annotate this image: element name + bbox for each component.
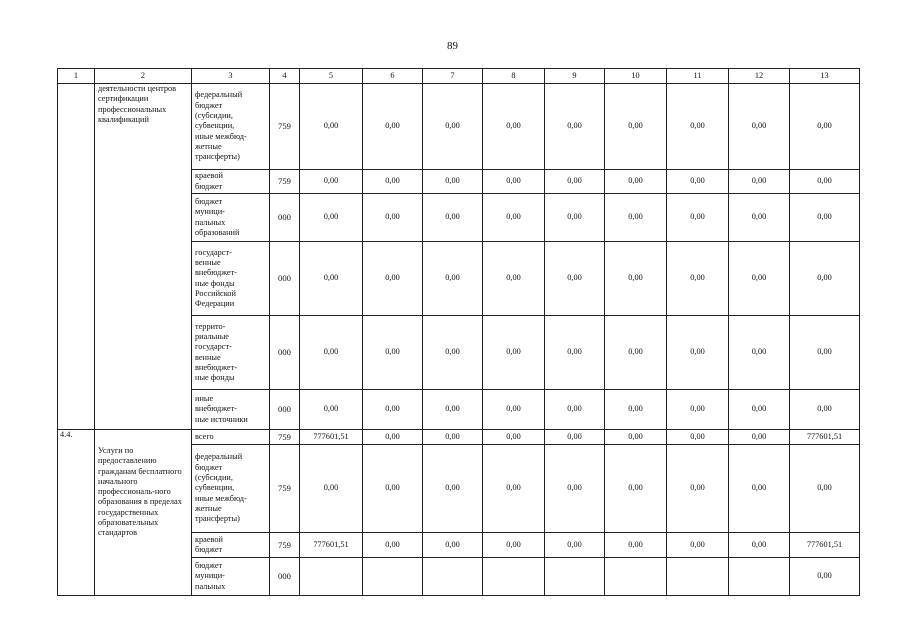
amount-cell: 0,00	[423, 430, 483, 445]
amount-cell	[605, 558, 667, 596]
amount-cell: 0,00	[667, 170, 729, 194]
column-number: 7	[423, 69, 483, 84]
amount-cell: 0,00	[363, 390, 423, 430]
amount-cell: 0,00	[667, 84, 729, 170]
column-number: 9	[545, 69, 605, 84]
amount-cell: 0,00	[667, 194, 729, 242]
amount-cell: 0,00	[790, 242, 860, 316]
amount-cell: 0,00	[667, 242, 729, 316]
funding-source: краевой бюджет	[192, 170, 270, 194]
amount-cell: 777601,51	[300, 533, 363, 558]
amount-cell: 0,00	[790, 170, 860, 194]
amount-cell: 0,00	[545, 533, 605, 558]
funding-source: федеральный бюджет (субсидии, субвенции, иные межбюд- жетные трансферты)	[192, 84, 270, 170]
amount-cell: 0,00	[605, 430, 667, 445]
amount-cell: 0,00	[545, 194, 605, 242]
funding-source: бюджет муници- пальных образований	[192, 194, 270, 242]
amount-cell: 0,00	[790, 390, 860, 430]
amount-cell: 0,00	[790, 445, 860, 533]
budget-table	[57, 68, 860, 596]
column-number: 13	[790, 69, 860, 84]
amount-cell: 0,00	[667, 390, 729, 430]
row-index	[58, 84, 95, 430]
column-number: 2	[95, 69, 192, 84]
amount-cell: 0,00	[605, 390, 667, 430]
amount-cell: 0,00	[729, 316, 790, 390]
amount-cell	[667, 558, 729, 596]
amount-cell: 0,00	[605, 533, 667, 558]
amount-cell: 0,00	[363, 445, 423, 533]
amount-cell: 0,00	[605, 242, 667, 316]
amount-cell: 0,00	[423, 390, 483, 430]
amount-cell: 0,00	[300, 170, 363, 194]
amount-cell: 0,00	[483, 390, 545, 430]
amount-cell: 0,00	[423, 170, 483, 194]
column-number: 4	[270, 69, 300, 84]
amount-cell: 0,00	[300, 84, 363, 170]
funding-source: государст- венные внебюджет- ные фонды Российской Федерации	[192, 242, 270, 316]
amount-cell: 0,00	[300, 194, 363, 242]
amount-cell	[729, 558, 790, 596]
column-number: 5	[300, 69, 363, 84]
amount-cell: 0,00	[483, 316, 545, 390]
amount-cell: 0,00	[483, 533, 545, 558]
amount-cell	[423, 558, 483, 596]
amount-cell: 0,00	[300, 316, 363, 390]
amount-cell: 0,00	[605, 194, 667, 242]
budget-code: 000	[270, 194, 300, 242]
amount-cell: 0,00	[483, 170, 545, 194]
budget-code: 759	[270, 84, 300, 170]
table-row	[58, 84, 860, 170]
amount-cell: 0,00	[545, 390, 605, 430]
amount-cell: 0,00	[790, 558, 860, 596]
amount-cell: 0,00	[300, 390, 363, 430]
amount-cell: 0,00	[363, 170, 423, 194]
amount-cell: 0,00	[667, 533, 729, 558]
amount-cell: 0,00	[363, 194, 423, 242]
amount-cell: 0,00	[363, 316, 423, 390]
column-number: 12	[729, 69, 790, 84]
column-number-row	[58, 69, 860, 84]
amount-cell: 0,00	[605, 170, 667, 194]
amount-cell: 0,00	[363, 430, 423, 445]
amount-cell: 0,00	[483, 194, 545, 242]
row-index: 4.4.	[58, 430, 95, 596]
amount-cell: 0,00	[605, 84, 667, 170]
amount-cell: 0,00	[423, 242, 483, 316]
amount-cell: 0,00	[667, 430, 729, 445]
amount-cell: 0,00	[423, 316, 483, 390]
amount-cell: 0,00	[483, 445, 545, 533]
amount-cell: 0,00	[423, 84, 483, 170]
funding-source: федеральный бюджет (субсидии, субвенции, иные межбюд- жетные трансферты)	[192, 445, 270, 533]
amount-cell: 0,00	[667, 316, 729, 390]
amount-cell: 777601,51	[790, 430, 860, 445]
amount-cell: 0,00	[483, 430, 545, 445]
amount-cell: 0,00	[363, 84, 423, 170]
amount-cell: 777601,51	[300, 430, 363, 445]
budget-code: 759	[270, 430, 300, 445]
program-name: Услуги по предоставлению гражданам бесплатного начального профессиональ-ного образования в пределах государственных образовательных стандартов	[95, 430, 192, 596]
amount-cell: 0,00	[545, 84, 605, 170]
amount-cell: 0,00	[729, 242, 790, 316]
budget-code: 759	[270, 445, 300, 533]
amount-cell: 0,00	[729, 533, 790, 558]
budget-code: 759	[270, 170, 300, 194]
program-name: деятельности центров сертификации профессиональных квалификаций	[95, 84, 192, 430]
amount-cell: 0,00	[423, 445, 483, 533]
column-number: 11	[667, 69, 729, 84]
amount-cell: 0,00	[545, 242, 605, 316]
amount-cell: 777601,51	[790, 533, 860, 558]
amount-cell: 0,00	[729, 390, 790, 430]
amount-cell: 0,00	[483, 242, 545, 316]
amount-cell: 0,00	[363, 533, 423, 558]
amount-cell: 0,00	[300, 445, 363, 533]
amount-cell	[363, 558, 423, 596]
amount-cell: 0,00	[483, 84, 545, 170]
budget-code: 000	[270, 558, 300, 596]
budget-code: 000	[270, 390, 300, 430]
column-number: 6	[363, 69, 423, 84]
amount-cell: 0,00	[545, 430, 605, 445]
amount-cell: 0,00	[605, 316, 667, 390]
amount-cell: 0,00	[545, 445, 605, 533]
amount-cell: 0,00	[545, 170, 605, 194]
amount-cell: 0,00	[729, 430, 790, 445]
column-number: 10	[605, 69, 667, 84]
amount-cell: 0,00	[605, 445, 667, 533]
table-row	[58, 430, 860, 445]
page-number: 89	[447, 40, 458, 52]
funding-source: иные внебюджет- ные источники	[192, 390, 270, 430]
budget-code: 000	[270, 316, 300, 390]
amount-cell: 0,00	[729, 445, 790, 533]
amount-cell: 0,00	[423, 533, 483, 558]
funding-source: террито- риальные государст- венные внебюджет- ные фонды	[192, 316, 270, 390]
amount-cell: 0,00	[790, 316, 860, 390]
amount-cell: 0,00	[423, 194, 483, 242]
amount-cell: 0,00	[363, 242, 423, 316]
column-number: 1	[58, 69, 95, 84]
amount-cell	[545, 558, 605, 596]
amount-cell: 0,00	[667, 445, 729, 533]
funding-source: краевой бюджет	[192, 533, 270, 558]
amount-cell: 0,00	[729, 84, 790, 170]
amount-cell	[300, 558, 363, 596]
amount-cell: 0,00	[729, 194, 790, 242]
column-number: 8	[483, 69, 545, 84]
amount-cell: 0,00	[300, 242, 363, 316]
amount-cell: 0,00	[729, 170, 790, 194]
amount-cell	[483, 558, 545, 596]
amount-cell: 0,00	[545, 316, 605, 390]
amount-cell: 0,00	[790, 194, 860, 242]
budget-code: 759	[270, 533, 300, 558]
funding-source: всего	[192, 430, 270, 445]
funding-source: бюджет муници- пальных	[192, 558, 270, 596]
column-number: 3	[192, 69, 270, 84]
amount-cell: 0,00	[790, 84, 860, 170]
budget-code: 000	[270, 242, 300, 316]
